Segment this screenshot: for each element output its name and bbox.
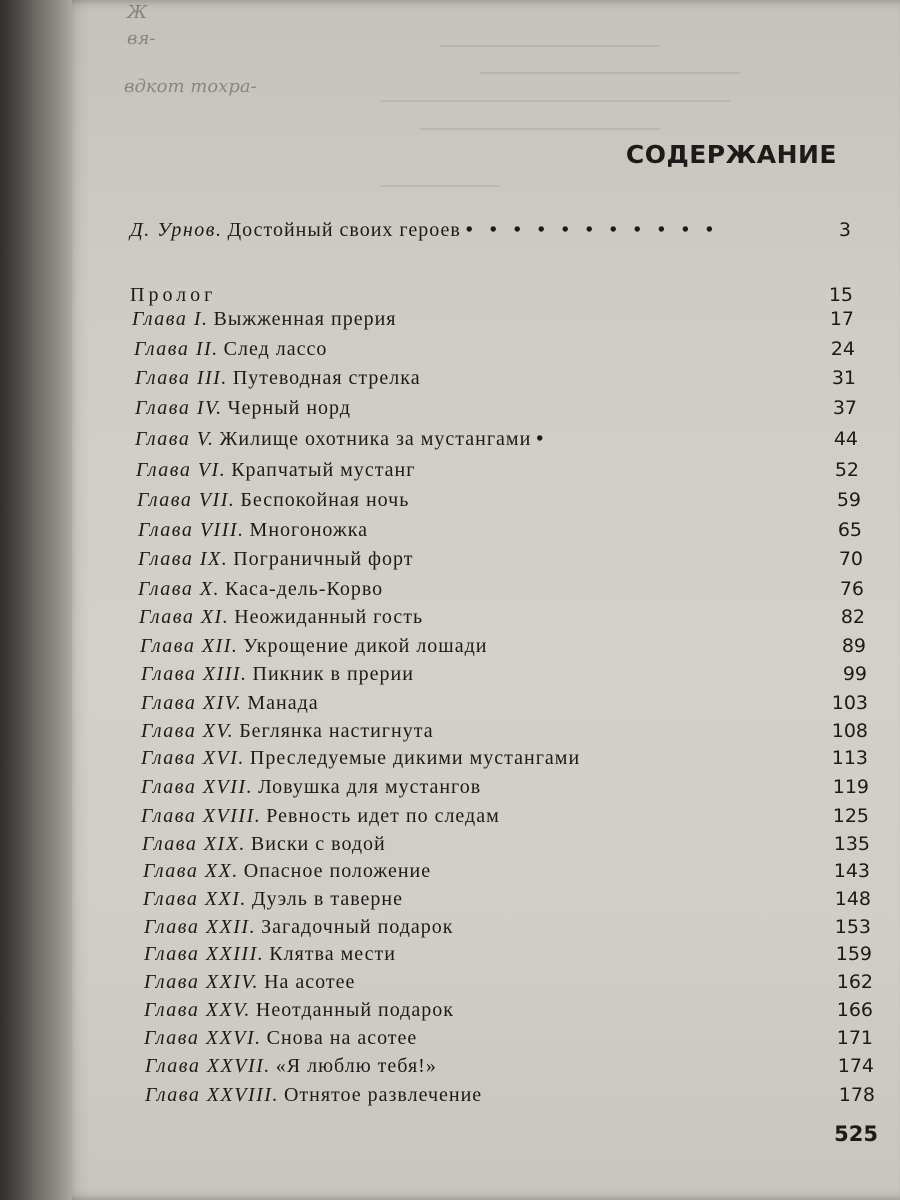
- toc-entry: [0, 772, 869, 802]
- chapter-label: Глава XXV.: [144, 999, 251, 1021]
- chapter-label: Глава XXVIII.: [145, 1084, 279, 1106]
- chapter-label: Глава XVII.: [141, 776, 254, 798]
- bleed-through-line: [440, 45, 660, 47]
- chapter-label: Глава XI.: [139, 606, 230, 628]
- chapter-title: Пограничный форт: [233, 548, 414, 570]
- chapter-title: Преследуемые дикими мустангами: [249, 747, 581, 769]
- toc-page-number: 166: [836, 999, 873, 1021]
- toc-entry-text: [145, 1051, 437, 1081]
- chapter-label: Глава VII.: [137, 489, 236, 511]
- dot-leader: •: [536, 428, 550, 450]
- toc-entry: [0, 631, 866, 661]
- toc-entry: [0, 801, 869, 831]
- toc-entry-text: [135, 424, 549, 454]
- toc-page-number: 171: [836, 1027, 873, 1049]
- chapter-label: Глава VIII.: [138, 519, 245, 541]
- toc-entry-text: [140, 631, 487, 661]
- toc-entry: [0, 1080, 875, 1110]
- chapter-title: След лассо: [223, 338, 328, 360]
- toc-entry: [0, 743, 868, 773]
- toc-page-number: 17: [829, 308, 854, 330]
- chapter-label: Глава XXVII.: [145, 1055, 271, 1077]
- bleed-through-line: [420, 128, 660, 130]
- bleed-through-text: вя-: [127, 28, 156, 49]
- toc-entry: [0, 688, 868, 718]
- chapter-label: Глава XIV.: [141, 692, 243, 714]
- toc-page-number: 153: [834, 916, 871, 938]
- chapter-label: Глава IX.: [138, 548, 229, 570]
- toc-entry-text: [143, 884, 403, 914]
- chapter-label: Глава III.: [135, 367, 228, 389]
- toc-entry: [0, 856, 870, 886]
- toc-entry-text: [144, 939, 396, 969]
- chapter-title: «Я люблю тебя!»: [275, 1055, 437, 1077]
- chapter-title: Достойный своих героев: [227, 219, 461, 241]
- toc-page-number: 113: [831, 747, 868, 769]
- chapter-title: Ловушка для мустангов: [258, 776, 482, 798]
- toc-entry-text: [145, 1080, 482, 1110]
- chapter-title: Выжженная прерия: [213, 308, 397, 330]
- toc-entry: [0, 659, 867, 689]
- chapter-title: Отнятое развлечение: [283, 1084, 483, 1106]
- toc-entry: [0, 716, 868, 746]
- toc-page-number: 15: [828, 284, 853, 306]
- toc-entry-text: [139, 602, 423, 632]
- toc-entry: [0, 829, 870, 859]
- toc-page-number: 148: [834, 888, 871, 910]
- toc-entry: [0, 995, 873, 1025]
- toc-entry-text: [144, 1023, 417, 1053]
- toc-entry: [0, 884, 871, 914]
- toc-entry-text: [136, 455, 415, 485]
- toc-page-number: 31: [831, 367, 856, 389]
- toc-page-number: 65: [837, 519, 862, 541]
- toc-entry: [0, 912, 871, 942]
- chapter-title: Укрощение дикой лошади: [243, 635, 488, 657]
- toc-page-number: 159: [835, 943, 872, 965]
- toc-page-number: 76: [839, 578, 864, 600]
- toc-page-number: 143: [833, 860, 870, 882]
- chapter-title: Манада: [247, 692, 319, 714]
- dot-leader: • • • • • • • • • • •: [465, 219, 719, 241]
- toc-page-number: 37: [832, 397, 857, 419]
- chapter-title: Ревность идет по следам: [266, 805, 500, 827]
- chapter-label: Глава XXVI.: [144, 1027, 262, 1049]
- chapter-title: Неотданный подарок: [255, 999, 454, 1021]
- toc-entry-text: [138, 544, 413, 574]
- toc-entry: [0, 1051, 874, 1081]
- toc-page-number: 99: [842, 663, 867, 685]
- toc-entry: [0, 967, 873, 997]
- toc-entry: [0, 574, 864, 604]
- chapter-title: Беспокойная ночь: [240, 489, 410, 511]
- chapter-label: Глава X.: [138, 578, 221, 600]
- toc-entry-text: [141, 743, 580, 773]
- chapter-title: Многоножка: [249, 519, 369, 541]
- chapter-label: Глава I.: [132, 308, 209, 330]
- toc-entry: [0, 939, 872, 969]
- toc-entry-text: [138, 515, 368, 545]
- toc-entry-text: [130, 215, 719, 245]
- chapter-title: На асотее: [264, 971, 356, 993]
- page-number: 525: [834, 1122, 878, 1146]
- toc-entry: [0, 334, 855, 364]
- chapter-label: Д. Урнов.: [130, 219, 223, 241]
- toc-entry-text: [142, 829, 386, 859]
- chapter-label: Глава XIII.: [141, 663, 248, 685]
- toc-entry-text: [141, 688, 319, 718]
- chapter-title: Путеводная стрелка: [232, 367, 421, 389]
- toc-heading: СОДЕРЖАНИЕ: [625, 140, 837, 169]
- toc-entry: [0, 304, 854, 334]
- toc-entry-text: [144, 967, 355, 997]
- toc-page-number: 103: [831, 692, 868, 714]
- bleed-through-text: Ж: [127, 2, 148, 23]
- chapter-title: Каса-дель-Корво: [225, 578, 384, 600]
- toc-entry-text: [138, 574, 383, 604]
- chapter-title: Виски с водой: [250, 833, 386, 855]
- toc-entry: [0, 363, 856, 393]
- chapter-label: Глава V.: [135, 428, 215, 450]
- toc-page-number: 44: [833, 428, 858, 450]
- toc-entry: [0, 485, 861, 515]
- toc-page-number: 125: [832, 805, 869, 827]
- chapter-title: Неожиданный гость: [234, 606, 424, 628]
- chapter-label: Глава XVI.: [141, 747, 245, 769]
- toc-entry-text: [132, 304, 396, 334]
- toc-entry-text: [137, 485, 409, 515]
- bleed-through-text: вдкот тохра-: [124, 76, 257, 97]
- chapter-label: Глава VI.: [136, 459, 227, 481]
- chapter-title: Пикник в прерии: [252, 663, 414, 685]
- chapter-label: Глава XVIII.: [141, 805, 262, 827]
- toc-entry: [0, 424, 858, 454]
- toc-page-number: 108: [831, 720, 868, 742]
- chapter-label: Глава XXII.: [144, 916, 257, 938]
- toc-entry: [0, 215, 851, 245]
- chapter-title: Загадочный подарок: [261, 916, 454, 938]
- chapter-title: Дуэль в таверне: [251, 888, 403, 910]
- chapter-label: Пролог: [130, 284, 217, 306]
- toc-entry-text: [135, 363, 421, 393]
- toc-entry-text: [135, 393, 351, 423]
- chapter-title: Черный норд: [227, 397, 351, 419]
- toc-page-number: 162: [836, 971, 873, 993]
- chapter-label: Глава XX.: [143, 860, 239, 882]
- bleed-through-line: [380, 185, 500, 187]
- chapter-label: Глава XV.: [141, 720, 235, 742]
- chapter-title: Жилище охотника за мустангами: [219, 428, 532, 450]
- chapter-label: Глава XII.: [140, 635, 239, 657]
- chapter-label: Глава IV.: [135, 397, 223, 419]
- chapter-label: Глава II.: [134, 338, 219, 360]
- toc-page-number: 24: [830, 338, 855, 360]
- toc-page-number: 178: [838, 1084, 875, 1106]
- toc-entry-text: [141, 801, 500, 831]
- toc-page-number: 52: [834, 459, 859, 481]
- toc-entry: [0, 393, 857, 423]
- toc-page-number: 3: [838, 219, 851, 241]
- chapter-title: Беглянка настигнута: [239, 720, 434, 742]
- toc-entry: [0, 515, 862, 545]
- toc-entry: [0, 544, 863, 574]
- toc-entry-text: [141, 659, 414, 689]
- chapter-title: Снова на асотее: [266, 1027, 418, 1049]
- toc-entry-text: [144, 995, 454, 1025]
- bleed-through-line: [380, 100, 730, 102]
- toc-page-number: 59: [836, 489, 861, 511]
- bleed-through-line: [480, 72, 740, 74]
- toc-entry: [0, 602, 865, 632]
- toc-entry-text: [143, 856, 431, 886]
- toc-entry-text: [141, 772, 481, 802]
- chapter-title: Крапчатый мустанг: [231, 459, 416, 481]
- chapter-title: Опасное положение: [243, 860, 432, 882]
- chapter-title: Клятва мести: [269, 943, 396, 965]
- toc-entry: [0, 455, 859, 485]
- chapter-label: Глава XXIV.: [144, 971, 260, 993]
- toc-page-number: 82: [840, 606, 865, 628]
- toc-page-number: 70: [838, 548, 863, 570]
- toc-page-number: 174: [837, 1055, 874, 1077]
- toc-entry: [0, 1023, 873, 1053]
- toc-page-number: 135: [833, 833, 870, 855]
- chapter-label: Глава XIX.: [142, 833, 246, 855]
- toc-page-number: 119: [832, 776, 869, 798]
- toc-entry-text: [134, 334, 327, 364]
- chapter-label: Глава XXI.: [143, 888, 247, 910]
- toc-entry-text: [144, 912, 454, 942]
- toc-entry-text: [141, 716, 434, 746]
- toc-page-number: 89: [841, 635, 866, 657]
- chapter-label: Глава XXIII.: [144, 943, 265, 965]
